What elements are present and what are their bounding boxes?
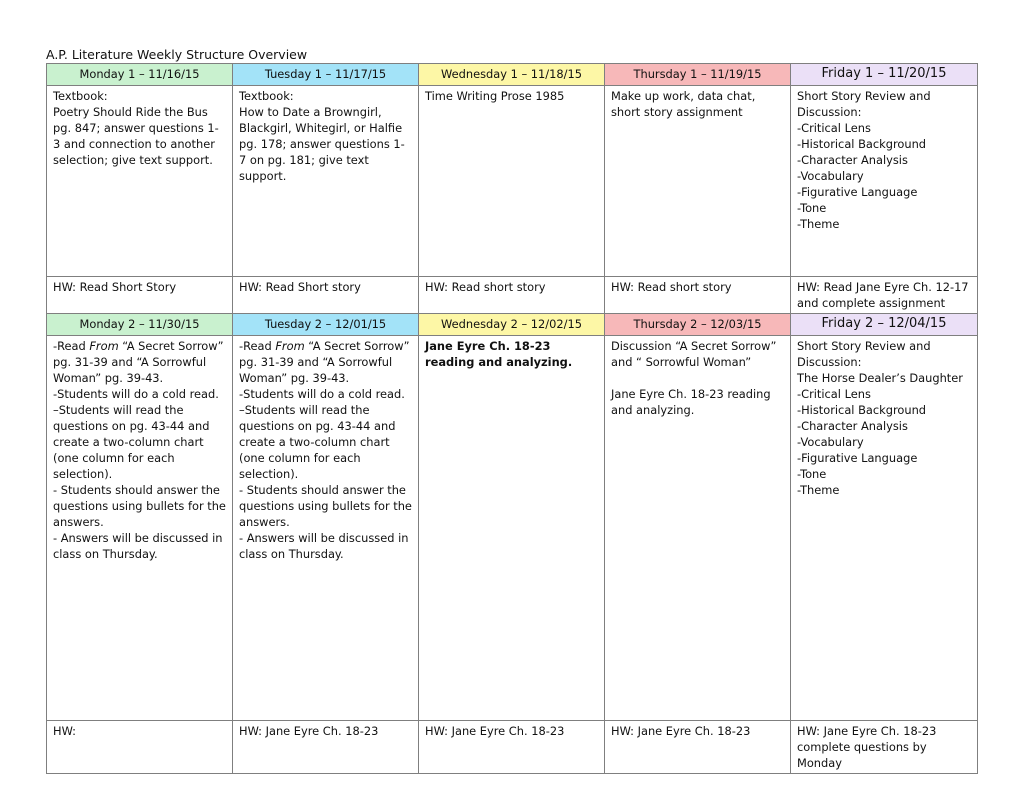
week2-wednesday-homework: HW: Jane Eyre Ch. 18-23 — [419, 721, 605, 774]
week1-header-row — [47, 64, 978, 86]
week2-header-row — [47, 314, 978, 336]
week2-friday-cell — [791, 336, 978, 721]
week1-tuesday-header: Tuesday 1 – 11/17/15 — [233, 64, 419, 86]
week2-tuesday-read-rest: “A Secret Sorrow” pg. 31-39 and “A Sorrowful Woman” pg. 39-43. — [239, 339, 410, 385]
week2-thursday-cell — [605, 336, 791, 721]
week1-wednesday-homework: HW: Read short story — [419, 277, 605, 314]
week2-tuesday-cell — [233, 336, 419, 721]
week1-friday-homework: HW: Read Jane Eyre Ch. 12-17 and complete assignment — [791, 277, 978, 314]
week2-monday-read-prefix: -Read — [53, 339, 90, 353]
week2-monday-read-rest: “A Secret Sorrow” pg. 31-39 and “A Sorrowful Woman” pg. 39-43. — [53, 339, 224, 385]
week2-thursday-spacer — [611, 370, 784, 386]
week2-monday-step-3: - Students should answer the questions using bullets for the answers. — [53, 483, 226, 529]
week2-friday-line-3: -Critical Lens — [797, 387, 871, 401]
week1-tuesday-line-1: Textbook: — [239, 89, 294, 103]
week2-homework-row — [47, 721, 978, 774]
week1-monday-homework: HW: Read Short Story — [47, 277, 233, 314]
week1-friday-line-7: -Tone — [797, 201, 827, 215]
week1-thursday-homework: HW: Read short story — [605, 277, 791, 314]
week1-wednesday-header: Wednesday 1 – 11/18/15 — [419, 64, 605, 86]
week1-friday-line-5: -Vocabulary — [797, 169, 864, 183]
week2-friday-homework: HW: Jane Eyre Ch. 18-23 complete questions by Monday — [791, 721, 978, 774]
week1-thursday-cell — [605, 86, 791, 277]
week1-tuesday-cell — [233, 86, 419, 277]
week2-tuesday-homework: HW: Jane Eyre Ch. 18-23 — [233, 721, 419, 774]
week1-content-row — [47, 86, 978, 277]
week2-thursday-line-1: Discussion “A Secret Sorrow” and “ Sorrowful Woman” — [611, 339, 777, 369]
week2-tuesday-step-1: -Students will do a cold read. — [239, 387, 405, 401]
week2-friday-line-5: -Character Analysis — [797, 419, 908, 433]
week2-monday-step-2: –Students will read the questions on pg. 43-44 and create a two-column chart (one column for each selection). — [53, 403, 210, 481]
week2-wednesday-header: Wednesday 2 – 12/02/15 — [419, 314, 605, 336]
week1-homework-row — [47, 277, 978, 314]
week1-monday-line-1: Textbook: — [53, 89, 108, 103]
week1-tuesday-homework: HW: Read Short story — [233, 277, 419, 314]
week2-tuesday-step-4: - Answers will be discussed in class on Thursday. — [239, 531, 409, 561]
week2-friday-line-2: The Horse Dealer’s Daughter — [797, 371, 963, 385]
week1-friday-cell — [791, 86, 978, 277]
week1-friday-line-4: -Character Analysis — [797, 153, 908, 167]
week1-monday-cell — [47, 86, 233, 277]
week2-tuesday-read-line — [239, 338, 412, 386]
week2-monday-read-italic: From — [89, 339, 119, 353]
week2-thursday-header: Thursday 2 – 12/03/15 — [605, 314, 791, 336]
week2-thursday-homework: HW: Jane Eyre Ch. 18-23 — [605, 721, 791, 774]
week1-monday-line-2: Poetry Should Ride the Bus pg. 847; answer questions 1-3 and connection to another selection; give text support. — [53, 105, 219, 167]
week1-wednesday-text: Time Writing Prose 1985 — [425, 89, 565, 103]
document-title: A.P. Literature Weekly Structure Overview — [46, 47, 308, 62]
week2-monday-step-4: - Answers will be discussed in class on Thursday. — [53, 531, 223, 561]
week2-wednesday-cell — [419, 336, 605, 721]
week1-monday-header: Monday 1 – 11/16/15 — [47, 64, 233, 86]
week2-tuesday-read-prefix: -Read — [239, 339, 276, 353]
week2-monday-header: Monday 2 – 11/30/15 — [47, 314, 233, 336]
week2-friday-line-7: -Figurative Language — [797, 451, 918, 465]
week1-friday-line-8: -Theme — [797, 217, 840, 231]
week1-friday-header: Friday 1 – 11/20/15 — [791, 64, 978, 86]
week1-friday-line-6: -Figurative Language — [797, 185, 918, 199]
week2-tuesday-header: Tuesday 2 – 12/01/15 — [233, 314, 419, 336]
week2-tuesday-step-3: - Students should answer the questions using bullets for the answers. — [239, 483, 412, 529]
week2-monday-homework: HW: — [47, 721, 233, 774]
week2-friday-line-8: -Tone — [797, 467, 827, 481]
week1-friday-line-2: -Critical Lens — [797, 121, 871, 135]
week1-wednesday-cell — [419, 86, 605, 277]
week2-tuesday-read-italic: From — [275, 339, 305, 353]
week2-content-row — [47, 336, 978, 721]
week2-monday-step-1: -Students will do a cold read. — [53, 387, 219, 401]
week2-friday-line-9: -Theme — [797, 483, 840, 497]
week2-tuesday-step-2: –Students will read the questions on pg. 43-44 and create a two-column chart (one column for each selection). — [239, 403, 396, 481]
weekly-schedule-table — [46, 63, 978, 774]
week1-tuesday-line-2: How to Date a Browngirl, Blackgirl, Whitegirl, or Halfie pg. 178; answer questions 1-7 on pg. 181; give text support. — [239, 105, 405, 183]
week1-friday-line-3: -Historical Background — [797, 137, 927, 151]
week2-monday-read-line — [53, 338, 226, 386]
week2-friday-line-6: -Vocabulary — [797, 435, 864, 449]
week1-thursday-text: Make up work, data chat, short story assignment — [611, 89, 756, 119]
week2-wednesday-text: Jane Eyre Ch. 18-23 reading and analyzing. — [425, 339, 573, 369]
week2-monday-cell — [47, 336, 233, 721]
week1-friday-line-1: Short Story Review and Discussion: — [797, 89, 931, 119]
week1-thursday-header: Thursday 1 – 11/19/15 — [605, 64, 791, 86]
week2-friday-header: Friday 2 – 12/04/15 — [791, 314, 978, 336]
week2-thursday-line-2: Jane Eyre Ch. 18-23 reading and analyzing. — [611, 387, 771, 417]
week2-friday-line-4: -Historical Background — [797, 403, 927, 417]
week2-friday-line-1: Short Story Review and Discussion: — [797, 339, 931, 369]
